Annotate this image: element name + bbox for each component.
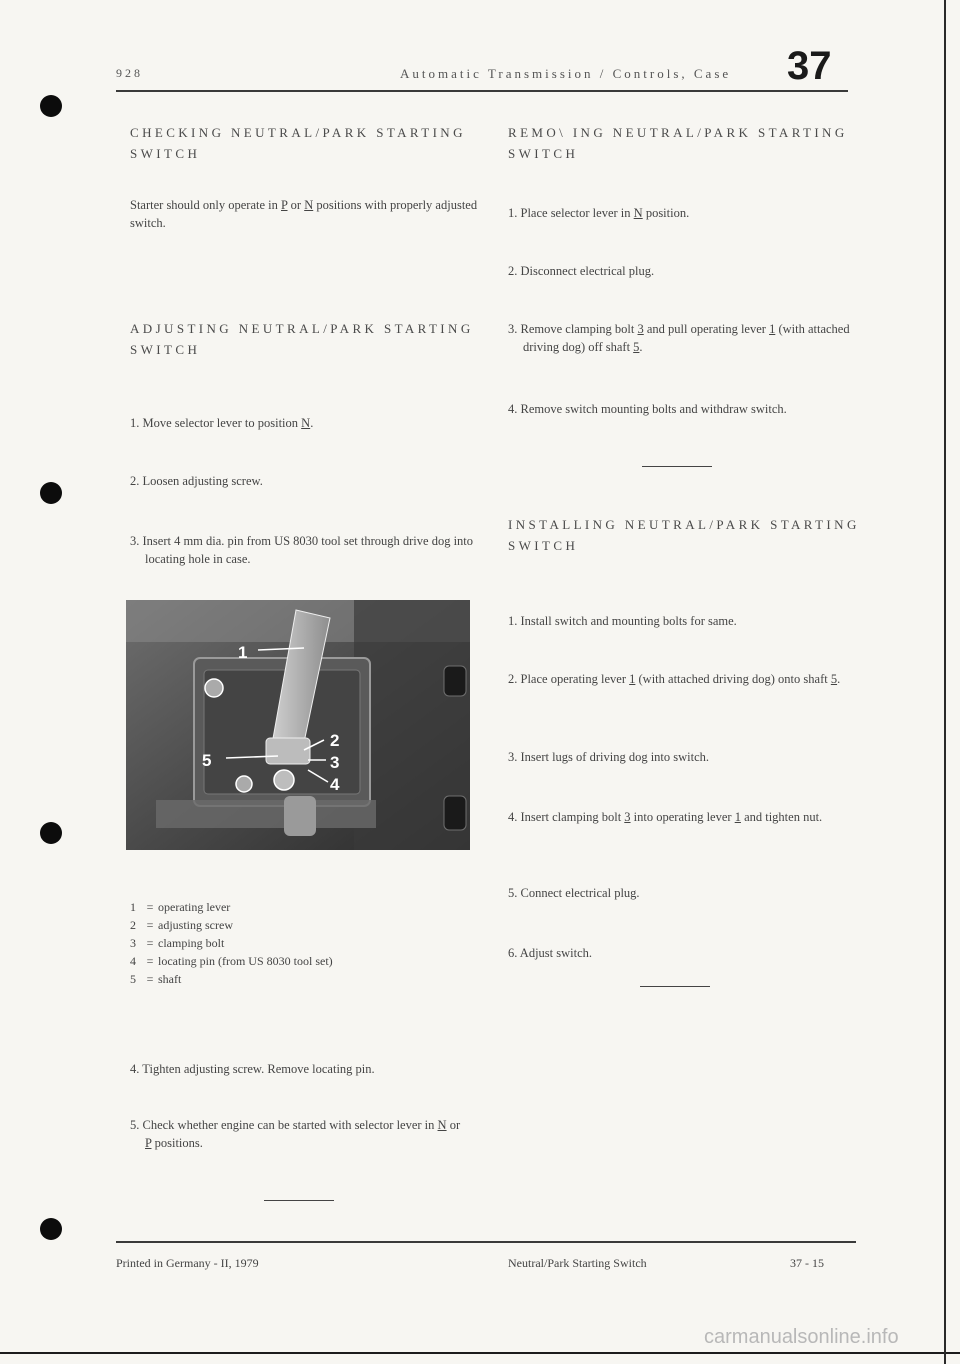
install-step-2: 2. Place operating lever 1 (with attached driving dog) onto shaft 5. [508,672,841,686]
legend-item: 3 = clamping bolt [130,936,225,950]
adjusting-heading: ADJUSTING NEUTRAL/PARK STARTING SWITCH [130,321,474,357]
binder-hole [40,95,62,117]
install-step-1: 1. Install switch and mounting bolts for same. [508,614,737,628]
legend-item: 5 = shaft [130,972,182,986]
binder-hole [40,482,62,504]
binder-hole [40,822,62,844]
section-divider [264,1200,334,1201]
section-divider [640,986,710,987]
remove-step-1: 1. Place selector lever in N position. [508,206,690,220]
header-title: Automatic Transmission / Controls, Case [400,66,732,81]
checking-heading: CHECKING NEUTRAL/PARK STARTING SWITCH [130,125,466,161]
switch-photo [126,600,470,850]
callout-4: 4 [330,775,340,794]
callout-5: 5 [202,751,212,770]
legend-item: 2 = adjusting screw [130,918,233,932]
footer-rule [116,1241,856,1243]
header-section-number: 37 [787,44,832,88]
callout-1: 1 [238,643,248,662]
adjust-step-3: 3. Insert 4 mm dia. pin from US 8030 tool set through drive dog into locating hole in case. [130,534,474,566]
page-right-edge [944,0,946,1364]
binder-hole [40,1218,62,1240]
header-rule [116,90,848,92]
remove-step-3: 3. Remove clamping bolt 3 and pull operating lever 1 (with attached driving dog) off shaft 5. [508,322,850,354]
callout-2: 2 [330,731,340,750]
footer-page-number: 37 - 15 [790,1256,824,1270]
header-model: 928 [116,66,143,80]
installing-heading: INSTALLING NEUTRAL/PARK STARTING SWITCH [508,517,860,553]
adjust-step-4: 4. Tighten adjusting screw. Remove locating pin. [130,1062,375,1076]
adjust-step-2: 2. Loosen adjusting screw. [130,474,263,488]
install-step-6: 6. Adjust switch. [508,946,593,960]
legend-item: 4 = locating pin (from US 8030 tool set) [130,954,333,968]
footer-topic: Neutral/Park Starting Switch [508,1256,647,1270]
section-divider [642,466,712,467]
watermark: carmanualsonline.info [704,1326,899,1348]
legend-item: 1 = operating lever [130,900,231,914]
photo-legend [130,898,333,988]
install-step-3: 3. Insert lugs of driving dog into switch. [508,750,710,764]
callout-3: 3 [330,753,340,772]
install-step-4: 4. Insert clamping bolt 3 into operating lever 1 and tighten nut. [508,810,823,824]
adjust-step-1: 1. Move selector lever to position N. [130,416,314,430]
page-bottom-edge [0,1352,960,1354]
checking-text: Starter should only operate in P or N positions with properly adjusted switch. [130,198,478,230]
remove-step-4: 4. Remove switch mounting bolts and withdraw switch. [508,402,787,416]
install-step-5: 5. Connect electrical plug. [508,886,640,900]
removing-heading: REMO\ ING NEUTRAL/PARK STARTING SWITCH [508,125,848,161]
adjust-step-5: 5. Check whether engine can be started with selector lever in N or P positions. [130,1118,461,1150]
remove-step-2: 2. Disconnect electrical plug. [508,264,655,278]
footer-printed: Printed in Germany - II, 1979 [116,1256,259,1270]
